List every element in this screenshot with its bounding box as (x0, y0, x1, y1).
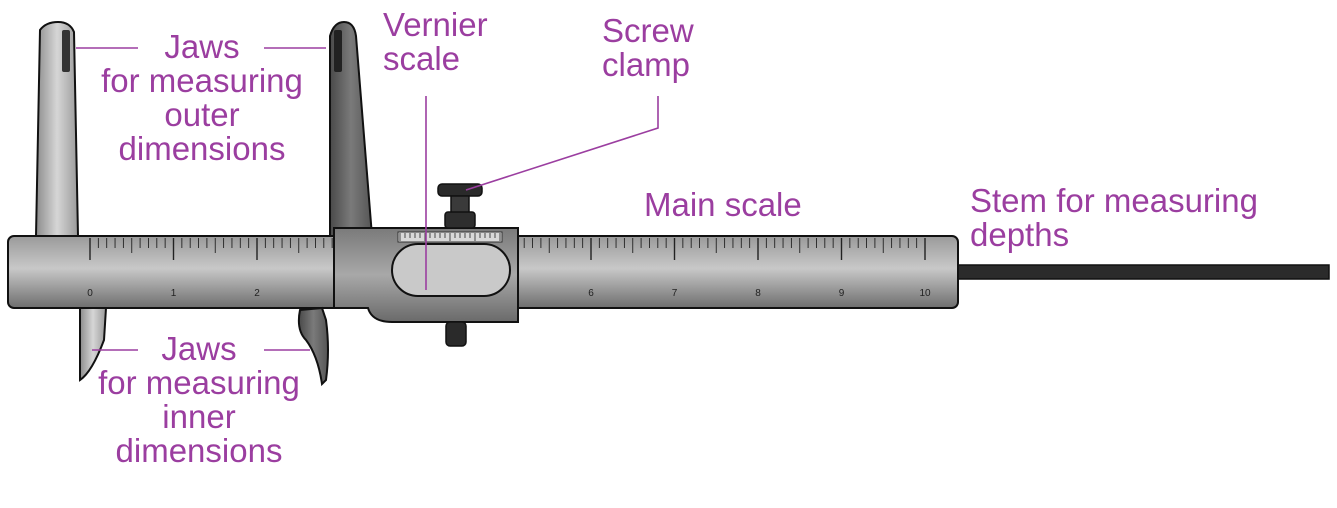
inner-jaws-line3: dimensions (115, 432, 283, 469)
stem-line2: depths (970, 216, 1070, 253)
screw-clamp-label (602, 14, 694, 82)
vernier-window (392, 244, 510, 296)
inner-jaws-label (72, 332, 326, 468)
outer-jaws-line2: outer (164, 96, 240, 133)
inner-jaws-title: Jaws (161, 330, 237, 367)
inner-jaws-line2: inner (162, 398, 236, 435)
vernier-line1: Vernier (383, 6, 488, 43)
fixed-jaw-grip (62, 30, 70, 72)
stem-label (970, 184, 1258, 252)
fixed-outer-jaw (36, 22, 78, 236)
main-scale-label (644, 188, 802, 222)
main-scale-number: 8 (755, 288, 761, 299)
depth-stem (955, 265, 1329, 279)
main-scale-number: 9 (838, 288, 845, 299)
main-scale-number: 1 (170, 288, 177, 299)
outer-jaws-line3: dimensions (118, 130, 286, 167)
stem-line1: Stem for measuring (970, 182, 1258, 219)
outer-jaws-title: Jaws (164, 28, 240, 65)
inner-jaws-line1: for measuring (98, 364, 300, 401)
screw-clamp-line2: clamp (602, 46, 691, 83)
main-scale-number: 2 (254, 288, 260, 299)
vernier-line2: scale (383, 40, 461, 77)
screw-clamp-line1: Screw (602, 12, 694, 49)
screw-clamp-base (445, 212, 475, 228)
outer-jaws-line1: for measuring (101, 62, 303, 99)
leader-screw-clamp (466, 96, 658, 190)
vernier-scale-label (383, 8, 488, 76)
main-scale-text: Main scale (644, 186, 802, 223)
main-scale-number: 7 (671, 288, 678, 299)
sliding-jaw-grip (334, 30, 342, 72)
main-scale-number: 10 (919, 288, 931, 299)
lower-screw (446, 322, 466, 346)
main-scale-number: 0 (87, 288, 93, 299)
outer-jaws-label (80, 30, 324, 166)
screw-clamp-knob (438, 184, 482, 196)
main-scale-number: 6 (588, 288, 594, 299)
